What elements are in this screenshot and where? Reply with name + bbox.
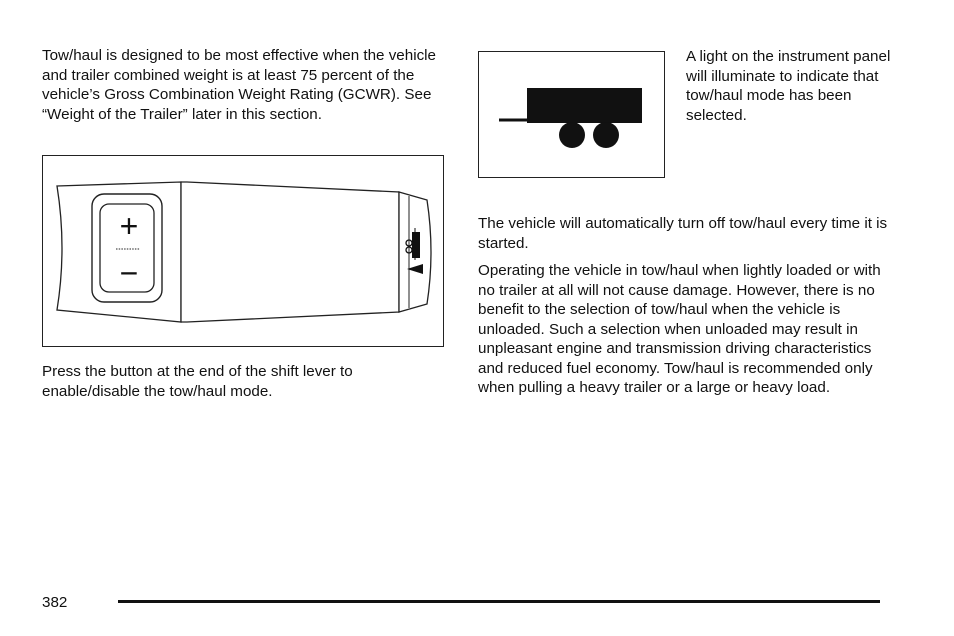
tow-haul-indicator-illustration <box>478 51 665 178</box>
intro-text: Tow/haul is designed to be most effective when the vehicle and trailer combined weight is at least 75 percent of the vehicle’s Gross Combination Weight Rating (GCWR). See “Weight of the Trailer” later in this section. <box>42 47 436 123</box>
indicator-description <box>686 47 891 125</box>
indicator-text: A light on the instrument panel will illuminate to indicate that tow/haul mode has been selected. <box>686 48 891 124</box>
footer-rule <box>118 600 880 603</box>
lever-caption <box>42 362 442 401</box>
intro-paragraph <box>42 46 442 124</box>
plus-symbol: + <box>119 208 139 244</box>
minus-symbol: − <box>119 255 139 291</box>
auto-off-paragraph: The vehicle will automatically turn off tow/haul every time it is started. <box>478 215 888 252</box>
operating-paragraph: Operating the vehicle in tow/haul when lightly loaded or with no trailer at all will not cause damage. However, there is no benefit to the selection of tow/haul when the vehicle is unloaded. Such a selection when unloaded may result in unpleasant engine and transmission driving characteristics and reduced fuel economy. Tow/haul is recommended only when pulling a heavy trailer or a large or heavy load. <box>478 262 881 396</box>
lever-caption-text: Press the button at the end of the shift lever to enable/disable the tow/haul mode. <box>42 363 353 400</box>
right-column-body <box>478 214 888 398</box>
shift-lever-drawing <box>43 156 445 348</box>
page-number: 382 <box>42 594 68 611</box>
tow-haul-trailer-icon <box>479 52 666 179</box>
shift-lever-illustration <box>42 155 444 347</box>
